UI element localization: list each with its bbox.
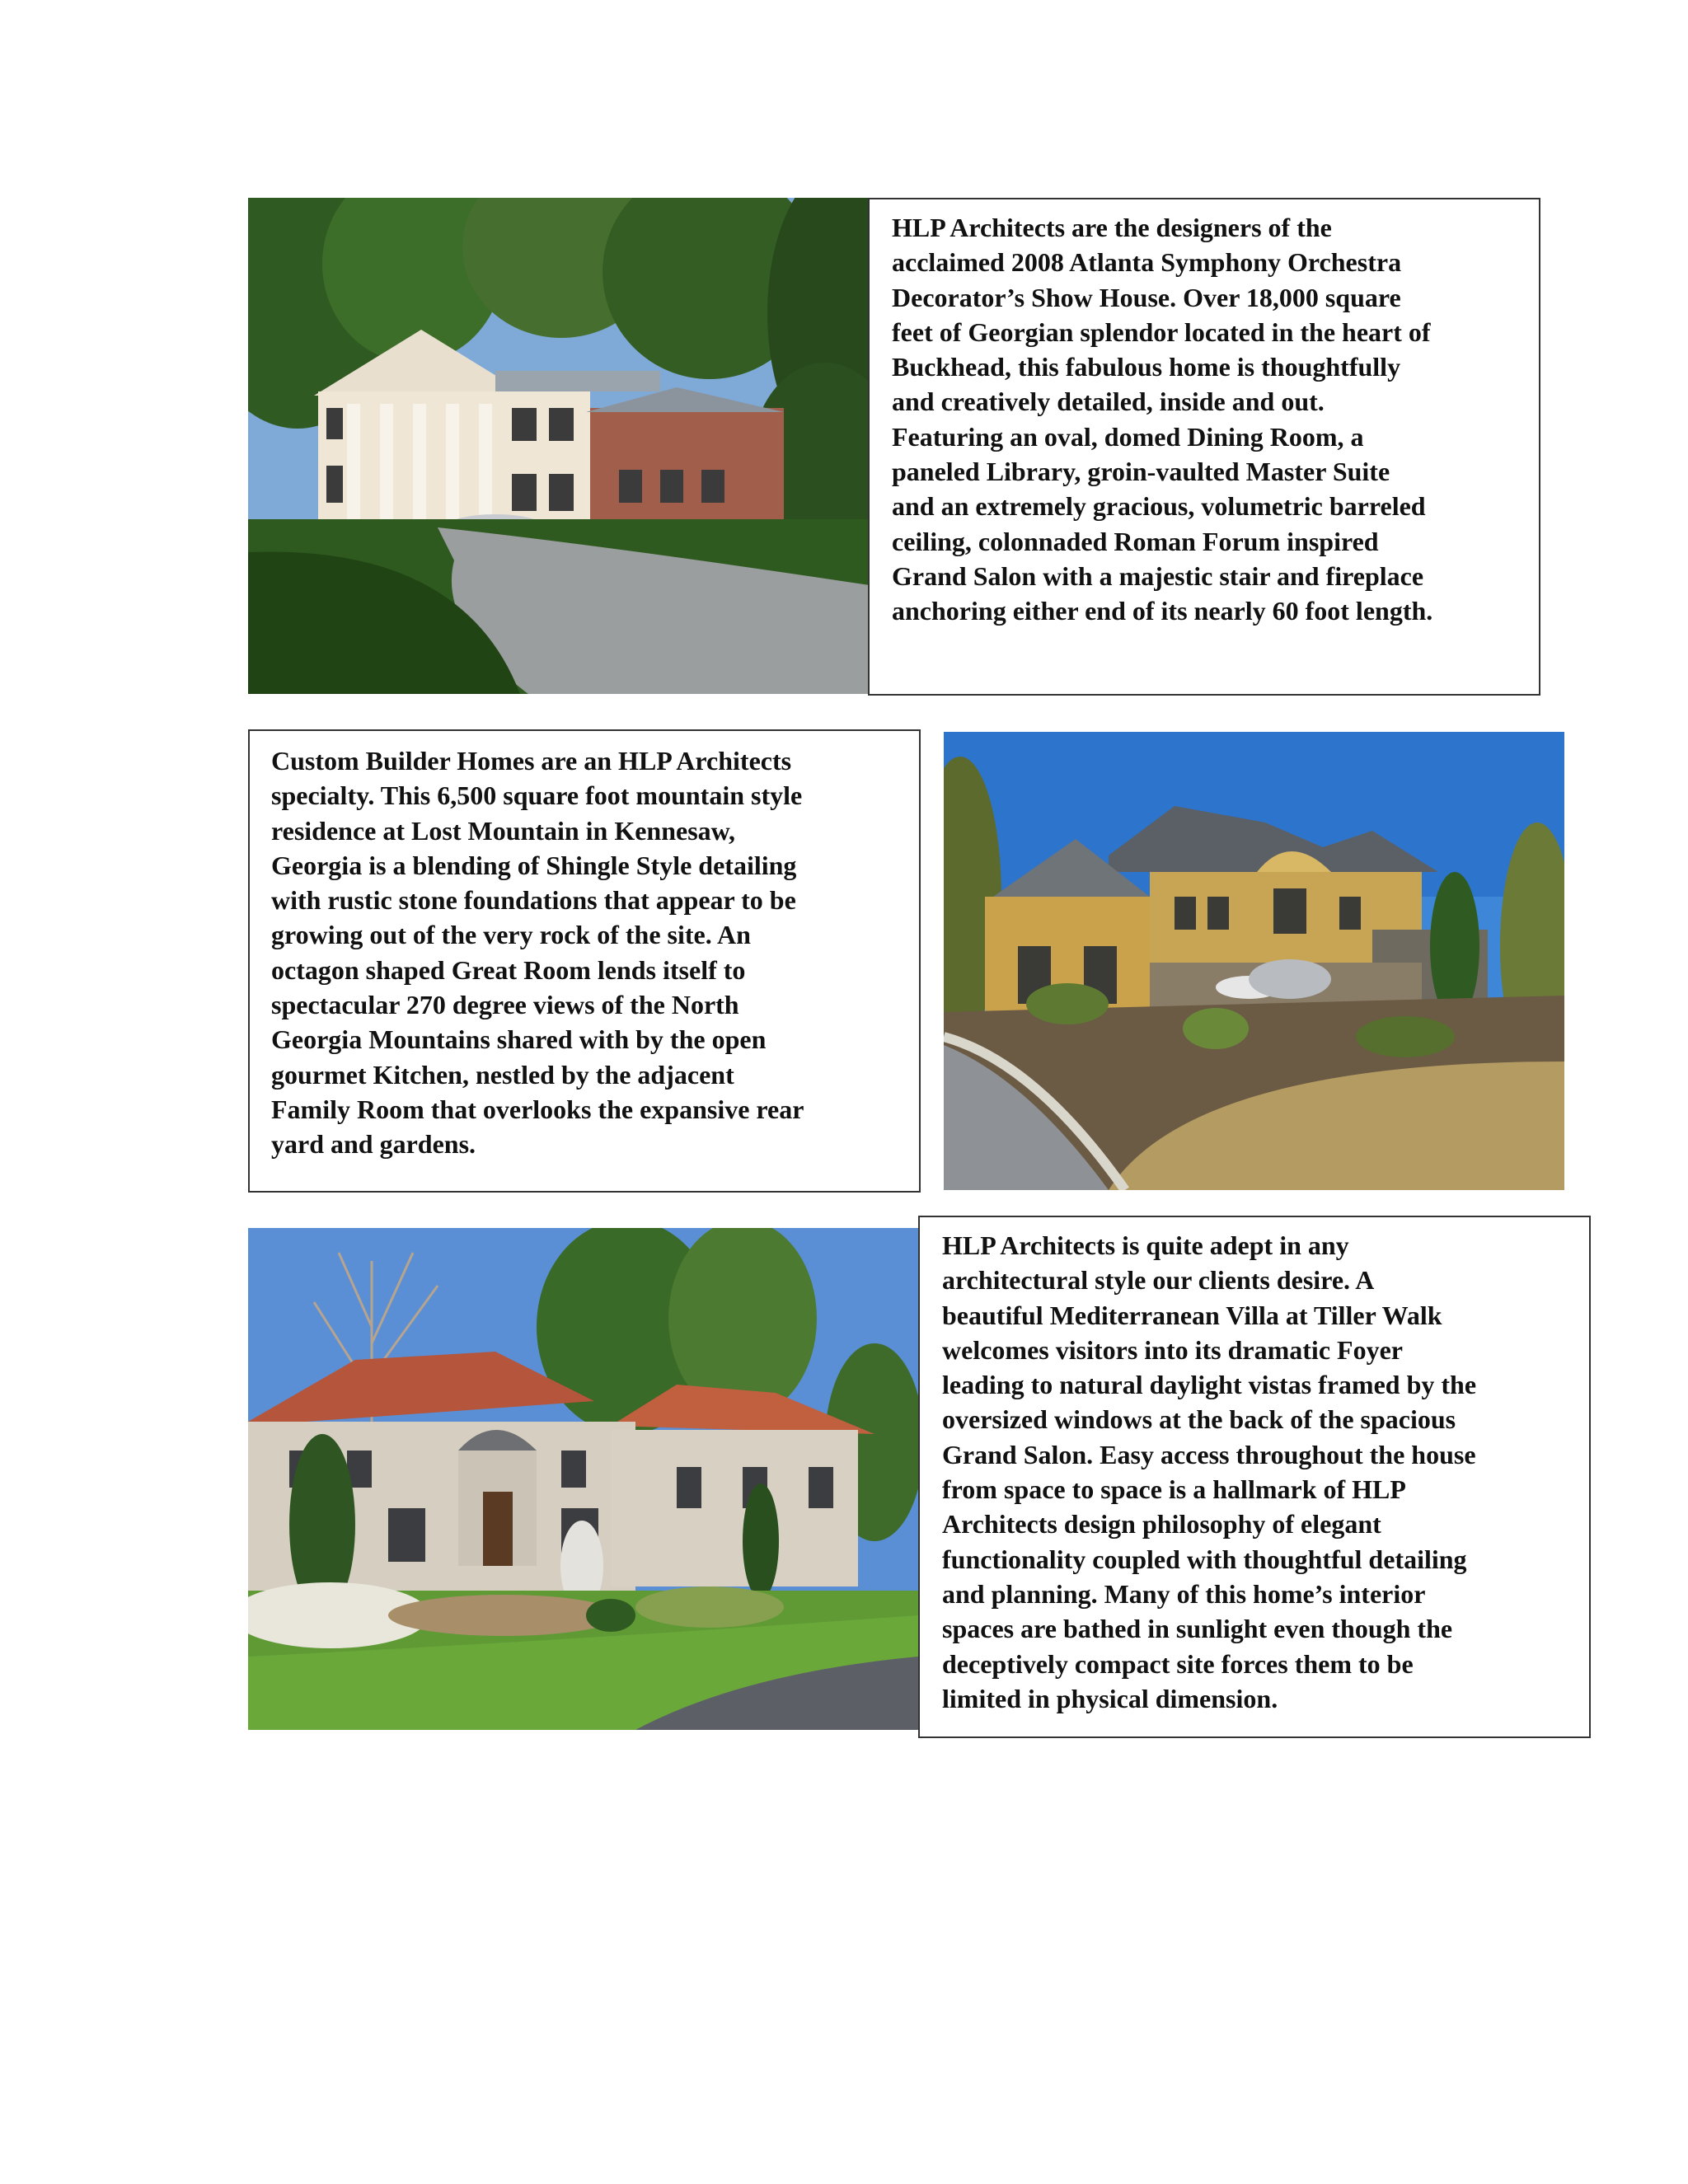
mediterranean-villa-photo	[248, 1228, 918, 1730]
show-house-description: HLP Architects are the designers of the acclaimed 2008 Atlanta Symphony Orchestra Decorator’s Show House. Over 18,000 square feet of Georgian splendor located in the heart of Buckhead, this fabulous home is thoughtfully and creatively detailed, inside and out. Featuring an oval, domed Dining Room, a paneled Library, groin-vaulted Master Suite and an extremely gracious, volumetric barreled ceiling, colonnaded Roman Forum inspired Grand Salon with a majestic stair and fireplace anchoring either end of its nearly 60 foot length.	[868, 198, 1540, 696]
mountain-residence-description: Custom Builder Homes are an HLP Architects specialty. This 6,500 square foot mountain style residence at Lost Mountain in Kennesaw, Georgia is a blending of Shingle Style detailing with rustic stone foundations that appear to be growing out of the very rock of the site. An octagon shaped Great Room lends itself to spectacular 270 degree views of the North Georgia Mountains shared with by the open gourmet Kitchen, nestled by the adjacent Family Room that overlooks the expansive rear yard and gardens.	[248, 729, 921, 1193]
georgian-mansion-photo	[248, 198, 870, 694]
mediterranean-villa-description: HLP Architects is quite adept in any architectural style our clients desire. A beautiful Mediterranean Villa at Tiller Walk welcomes visitors into its dramatic Foyer leading to natural daylight vistas framed by the oversized windows at the back of the spacious Grand Salon. Easy access throughout the house from space to space is a hallmark of HLP Architects design philosophy of elegant functionality coupled with thoughtful detailing and planning. Many of this home’s interior spaces are bathed in sunlight even though the deceptively compact site forces them to be limited in physical dimension.	[918, 1216, 1591, 1738]
mountain-style-residence-photo	[944, 732, 1564, 1190]
